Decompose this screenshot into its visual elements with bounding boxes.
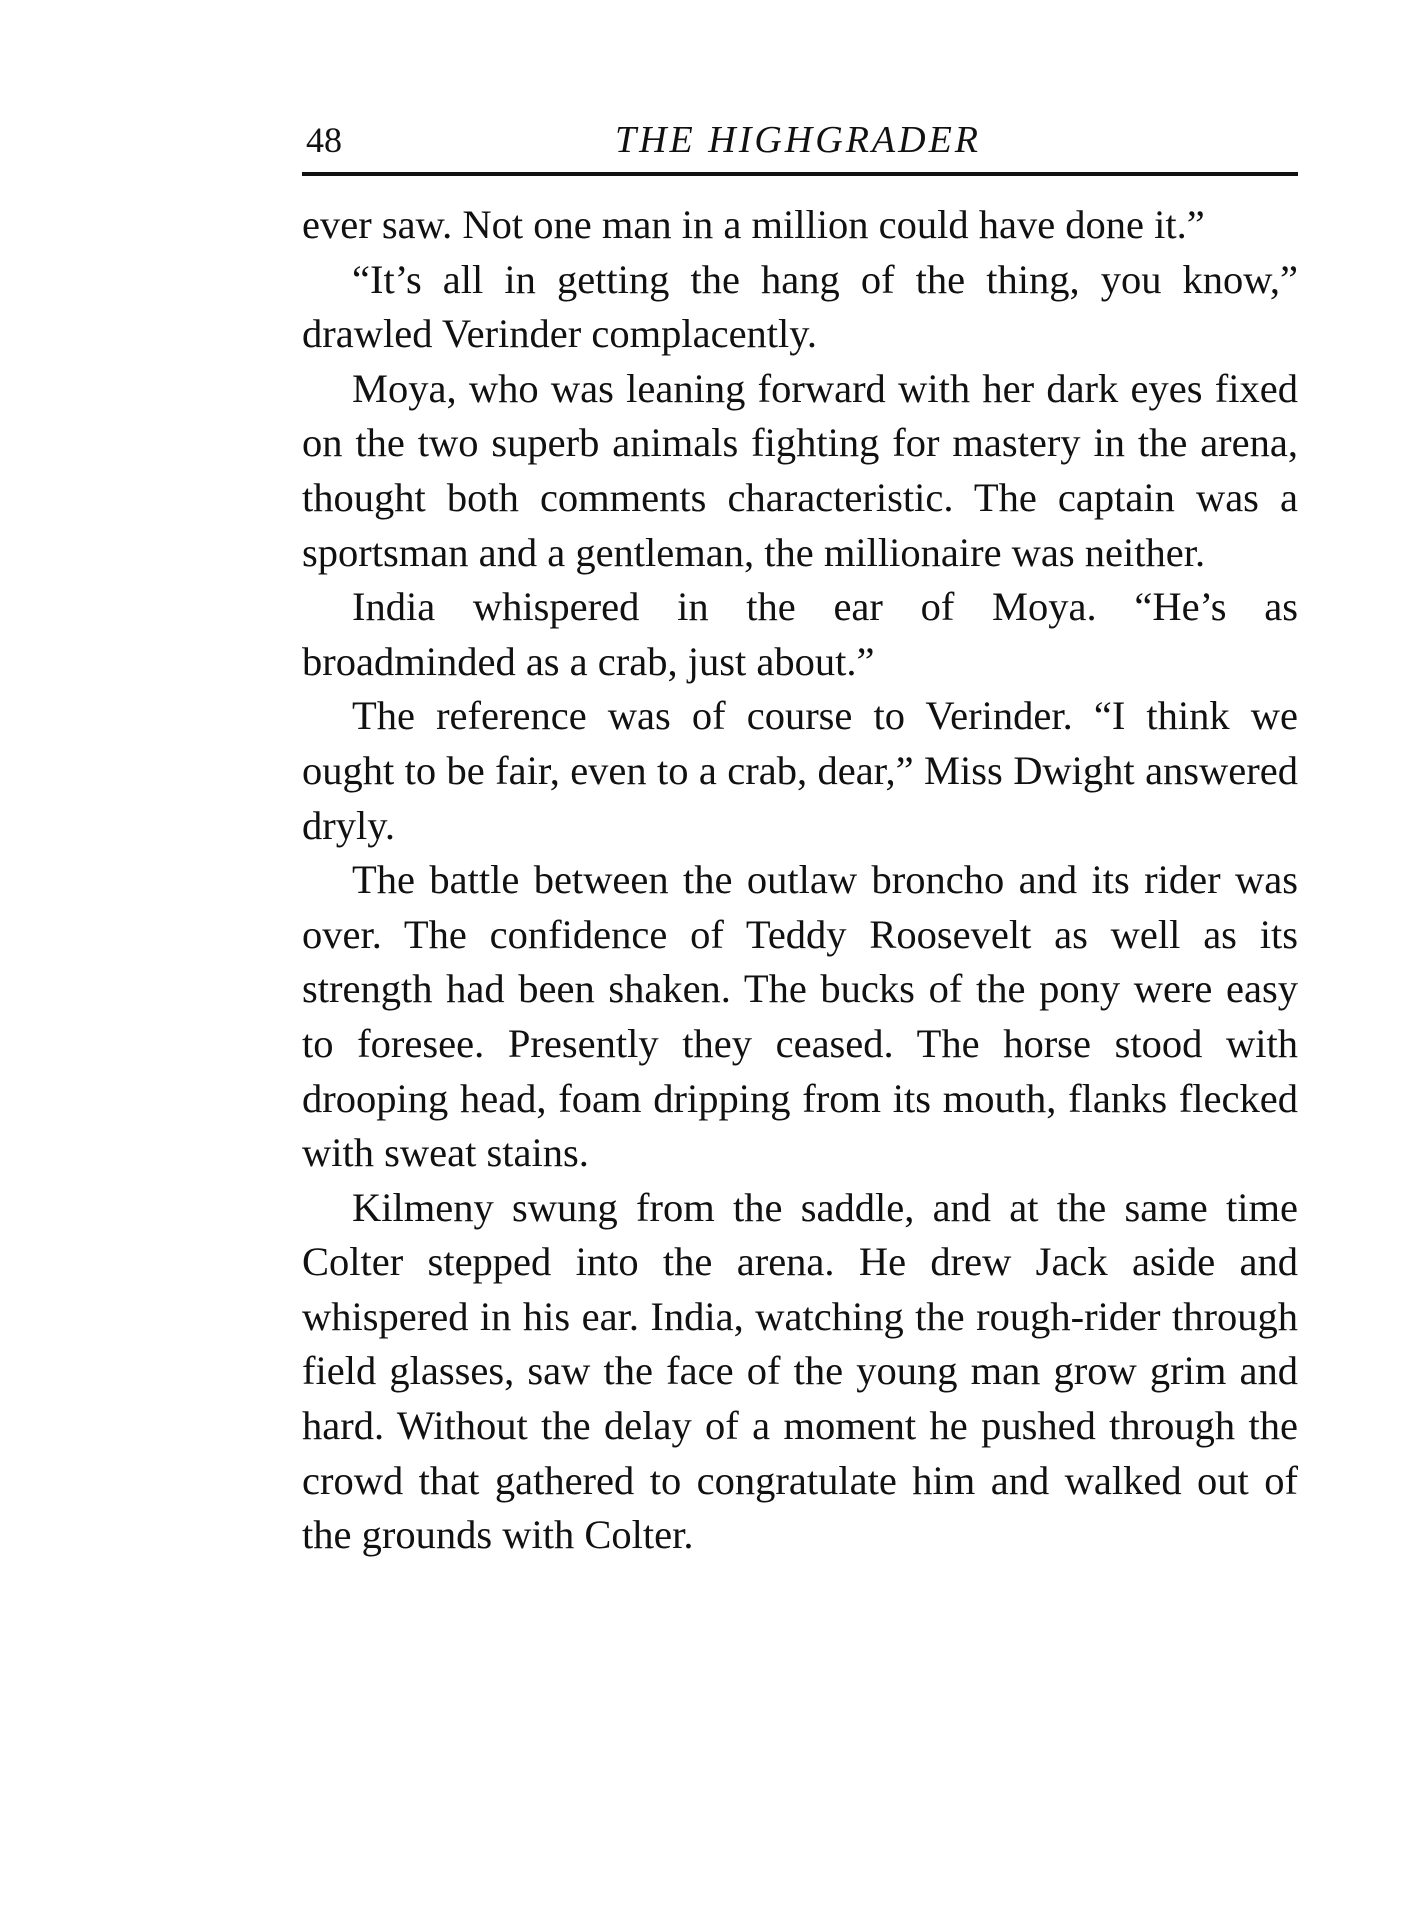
- paragraph-continued: ever saw. Not one man in a million could have done it.”: [302, 202, 1205, 247]
- running-title: THE HIGHGRADER: [614, 119, 981, 161]
- paragraph: Moya, who was leaning forward with her dark eyes fixed on the two superb animals fighting for mastery in the arena, thought both comments characteristic. The captain was a sportsman and a gentleman, the millionaire was neither.: [302, 365, 1298, 575]
- paragraph: “It’s all in getting the hang of the thing, you know,” drawled Verinder complacently.: [302, 256, 1298, 357]
- page-number: 48: [306, 120, 342, 160]
- paragraph: Kilmeny swung from the saddle, and at the same time Colter stepped into the arena. He drew Jack aside and whispered in his ear. India, watching the rough-rider through field glasses, saw the face of the young man grow grim and hard. Without the delay of a moment he pushed through the crowd that gathered to congratulate him and walked out of the grounds with Colter.: [302, 1184, 1298, 1558]
- paragraph: The reference was of course to Verinder. “I think we ought to be fair, even to a crab, dear,” Miss Dwight answered dryly.: [302, 693, 1298, 848]
- running-head: [302, 112, 1294, 174]
- header-rule: [302, 172, 1298, 176]
- paragraph: The battle between the outlaw broncho and its rider was over. The confidence of Teddy Roosevelt as well as its strength had been shaken. The bucks of the pony were easy to foresee. Presently they ceased. The horse stood with drooping head, foam dripping from its mouth, flanks flecked with sweat stains.: [302, 857, 1298, 1176]
- paragraph: India whispered in the ear of Moya. “He’s as broadminded as a crab, just about.”: [302, 584, 1298, 684]
- body-text: [302, 198, 1298, 1563]
